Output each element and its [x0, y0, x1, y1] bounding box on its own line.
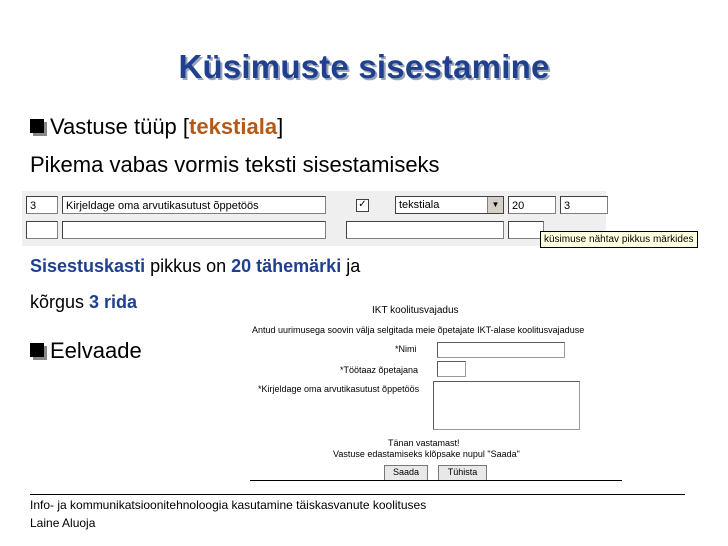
preview-experience-input[interactable]	[437, 361, 466, 377]
answer-type-value: tekstiala	[399, 199, 440, 211]
keyword-width: 20 tähemärki	[231, 256, 342, 276]
description-line: Pikema vabas vormis teksti sisestamiseks	[30, 152, 440, 177]
square-bullet-icon	[30, 343, 44, 357]
width-field-2[interactable]	[508, 221, 544, 239]
size-description-line2	[30, 292, 137, 313]
preview-heading: IKT koolitusvajadus	[372, 305, 459, 316]
preview-description-label: *Kirjeldage oma arvutikasutust õppetöös	[258, 384, 420, 394]
chevron-down-icon[interactable]: ▼	[487, 197, 503, 213]
question-text-field[interactable]: Kirjeldage oma arvutikasutust õppetöös	[62, 196, 326, 214]
preview-experience-label: *Töötaaz õpetajana	[340, 365, 419, 375]
preview-instructions: Vastuse edastamiseks klõpsake nupul "Saada"	[333, 449, 520, 459]
footer-divider	[30, 494, 685, 495]
form-preview	[240, 302, 626, 482]
bullet-preview	[30, 338, 142, 364]
required-checkbox[interactable]: ✓	[356, 199, 369, 212]
bullet-prefix: Vastuse tüüp [	[50, 114, 190, 139]
preview-label: Eelvaade	[50, 338, 142, 363]
answer-type-select[interactable]	[395, 196, 504, 214]
order-field[interactable]: 3	[26, 196, 58, 214]
preview-bottom-rule	[250, 480, 622, 481]
width-tooltip: küsimuse nähtav pikkus märkides	[540, 231, 698, 248]
para-line2-start: kõrgus	[30, 292, 90, 312]
square-bullet-icon	[30, 119, 44, 133]
preview-thanks: Tänan vastamast!	[388, 438, 460, 448]
size-description-line1	[30, 256, 360, 277]
footer-course: Info- ja kommunikatsioonitehnoloogia kasutamine täiskasvanute koolituses	[30, 498, 427, 512]
rows-field[interactable]: 3	[560, 196, 608, 214]
width-field[interactable]: 20	[508, 196, 556, 214]
preview-name-input[interactable]	[437, 342, 565, 358]
keyword-input-box: Sisestuskasti	[30, 256, 146, 276]
slide-title: Küsimuste sisestamine	[178, 48, 550, 85]
preview-clear-button[interactable]: Tühista	[438, 465, 487, 481]
option-field-2[interactable]	[346, 221, 504, 239]
keyword-rows: 3 rida	[89, 292, 138, 312]
footer-author: Laine Aluoja	[30, 516, 96, 530]
bullet-answer-type	[30, 114, 283, 140]
bullet-suffix: ]	[277, 114, 284, 139]
preview-description-textarea[interactable]	[433, 381, 580, 430]
preview-submit-button[interactable]: Saada	[384, 465, 428, 481]
para-end: ja	[341, 256, 361, 276]
question-text-field-2[interactable]	[62, 221, 326, 239]
order-field-2[interactable]	[26, 221, 58, 239]
preview-name-label: *Nimi	[395, 344, 417, 354]
para-mid: pikkus on	[145, 256, 232, 276]
type-keyword: tekstiala	[189, 114, 278, 139]
preview-intro: Antud uurimusega soovin välja selgitada meie õpetajate IKT-alase koolitusvajaduse	[252, 325, 585, 335]
